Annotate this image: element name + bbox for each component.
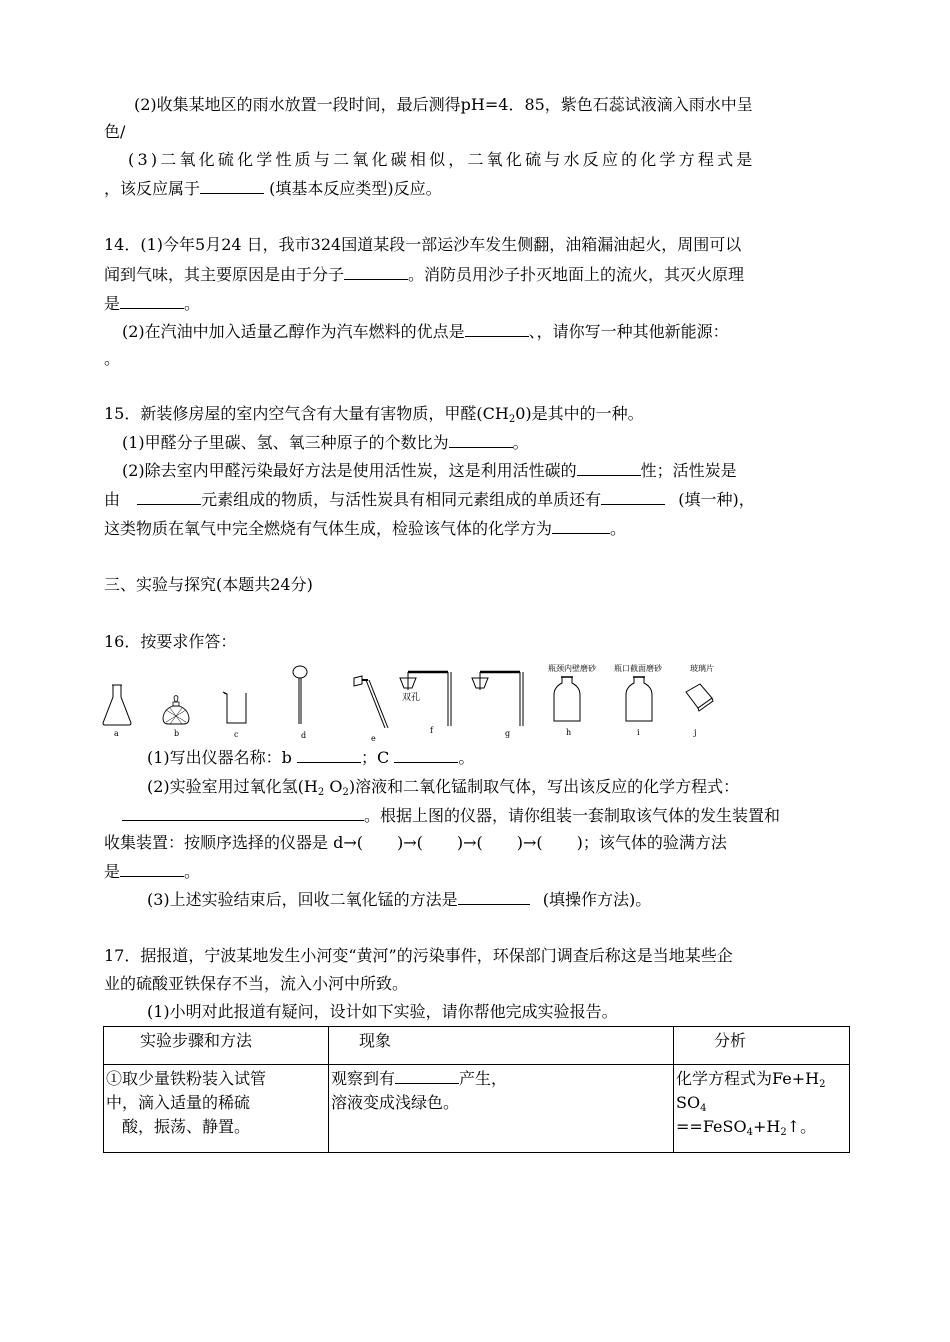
- subscript: 2: [780, 1127, 787, 1138]
- q15-line2: [122, 432, 529, 453]
- table-cell-step: [104, 1065, 329, 1153]
- subscript: 2: [317, 787, 325, 798]
- q14-text: (2)在汽油中加入适量乙醇作为汽车燃料的优点是: [122, 322, 465, 341]
- table-header-row: [104, 1027, 850, 1065]
- q14-text: 是: [104, 294, 121, 313]
- q16-text: 。根据上图的仪器，请你组装一套制取该气体的发生装置和: [364, 806, 781, 825]
- answer-blank[interactable]: [120, 861, 184, 877]
- q16-text: 。: [458, 748, 475, 767]
- q16-p3: [147, 889, 651, 910]
- q14-text: 、，请你写一种其他新能源：: [528, 322, 729, 341]
- q16-p2-line1: [147, 777, 739, 797]
- long-neck-funnel-icon: [290, 664, 310, 728]
- gas-bottle-icon: [624, 675, 654, 723]
- answer-blank[interactable]: [297, 747, 361, 763]
- q15-text: 0)是其中的一种。: [515, 404, 644, 423]
- q14-text: 闻到气味，其主要原因是由于分子: [104, 265, 345, 284]
- stopper-tube-icon: [350, 672, 390, 734]
- subscript: 4: [700, 1103, 707, 1114]
- cell-text: 化学方程式为Fe+H: [676, 1069, 820, 1088]
- apparatus-note-f: 双孔: [402, 693, 421, 703]
- answer-blank[interactable]: [465, 321, 529, 337]
- q15-text: 。: [610, 519, 627, 538]
- table-cell-phenomenon: [329, 1065, 674, 1153]
- q15-text: (1)甲醛分子里碳、氢、氧三种原子的个数比为: [122, 433, 449, 452]
- q16-text: 是: [104, 862, 121, 881]
- apparatus-label-g: g: [505, 729, 511, 738]
- q14-line5: 。: [104, 349, 121, 368]
- q17-line2: 业的硫酸亚铁保存不当，流入小河中所致。: [104, 974, 409, 993]
- section-heading: 三、实验与探究(本题共24分): [104, 575, 313, 594]
- cell-text: +H: [752, 1117, 781, 1136]
- cell-line: [676, 1067, 847, 1115]
- q15-line5: [104, 518, 626, 539]
- apparatus-label-f: f: [430, 726, 433, 735]
- apparatus-label-c: c: [234, 730, 239, 739]
- cell-line: ①取少量铁粉装入试管: [106, 1069, 267, 1088]
- subscript: 2: [819, 1079, 826, 1090]
- cell-line: [676, 1115, 847, 1139]
- glass-plate-icon: [682, 680, 716, 714]
- q16-text: O: [324, 777, 343, 796]
- q16-text: )→(: [516, 833, 543, 852]
- beaker-icon: [222, 690, 250, 726]
- stopper-bent-tube-icon: [470, 668, 530, 732]
- q16-text: (2)实验室用过氧化氢(H: [147, 777, 318, 796]
- q15-text: 由: [104, 490, 121, 509]
- q16-text: 。: [184, 862, 201, 881]
- q16-text: )→(: [396, 833, 423, 852]
- cell-text: 观察到有: [331, 1069, 396, 1088]
- cell-line: [331, 1067, 671, 1091]
- q15-text: 元素组成的物质，与活性炭具有相同元素组成的单质还有: [201, 490, 602, 509]
- table-row: [104, 1065, 850, 1153]
- q14-line3: [104, 293, 200, 314]
- answer-blank[interactable]: [552, 518, 610, 534]
- q16-text: (3)上述实验结束后，回收二氧化锰的方法是: [147, 890, 458, 909]
- q16-p2-line3: [104, 833, 727, 853]
- cell-text: ==FeSO: [676, 1117, 747, 1136]
- table-cell-analysis: [674, 1065, 850, 1153]
- answer-blank[interactable]: [200, 178, 264, 194]
- q16-text: (填操作方法)。: [542, 890, 652, 909]
- q13-p3-text-b: (填基本反应类型)反应。: [269, 179, 442, 198]
- q13-p3-line1: (3)二氧化硫化学性质与二氧化碳相似，二氧化硫与水反应的化学方程式是: [128, 150, 756, 169]
- q13-p2-line2: 色/: [104, 122, 126, 141]
- q13-p2-line1: (2)收集某地区的雨水放置一段时间，最后测得pH=4．85，紫色石蕊试液滴入雨水中呈: [134, 95, 753, 114]
- answer-blank[interactable]: [449, 432, 513, 448]
- q14-text: 。消防员用沙子扑灭地面上的流火，其灭火原理: [408, 265, 745, 284]
- apparatus-label-i: i: [637, 728, 640, 737]
- q15-text: 这类物质在氧气中完全燃烧有气体生成，检验该气体的化学方为: [104, 519, 553, 538]
- q16-p1: [147, 747, 474, 768]
- q14-line2: [104, 264, 744, 285]
- apparatus-note-h: 瓶颈内壁磨砂: [548, 664, 596, 673]
- q15-text: 。: [512, 433, 529, 452]
- alcohol-lamp-icon: [160, 694, 192, 728]
- q16-text: )；该气体的验满方法: [576, 833, 727, 852]
- cell-text: SO: [676, 1093, 701, 1112]
- subscript: 2: [342, 787, 349, 798]
- q17-line1: 17．据报道，宁波某地发生小河变“黄河”的污染事件，环保部门调查后称这是当地某些企: [104, 946, 733, 965]
- answer-blank[interactable]: [344, 264, 408, 280]
- q16-text: )溶液和二氧化锰制取气体，写出该反应的化学方程式：: [348, 777, 740, 796]
- conical-flask-icon: [100, 683, 134, 727]
- answer-blank[interactable]: [394, 747, 458, 763]
- answer-blank[interactable]: [601, 489, 665, 505]
- cell-line: 中，滴入适量的稀硫: [106, 1093, 251, 1112]
- q13-p3-text-a: ，该反应属于: [104, 179, 201, 198]
- q16-title: 16．按要求作答：: [104, 632, 237, 651]
- gas-bottle-icon: [552, 675, 582, 723]
- cell-text: 产生，: [459, 1069, 508, 1088]
- q15-line3: [122, 460, 737, 481]
- q15-text: 15．新装修房屋的室内空气含有大量有害物质，甲醛(CH: [104, 404, 509, 423]
- table-header-cell: 分析: [674, 1027, 850, 1065]
- q16-text: ；C: [361, 748, 390, 767]
- answer-blank[interactable]: [120, 293, 184, 309]
- cell-line: 酸，振荡、静置。: [122, 1117, 251, 1136]
- q15-line1: [104, 404, 644, 424]
- q15-text: (2)除去室内甲醛污染最好方法是使用活性炭，这是利用活性碳的: [122, 461, 577, 480]
- experiment-report-table: [103, 1026, 850, 1153]
- q17-line3: (1)小明对此报道有疑问，设计如下实验，请你帮他完成实验报告。: [147, 1002, 618, 1021]
- table-header-cell: 实验步骤和方法: [104, 1027, 329, 1065]
- q16-p2-line4: [104, 861, 200, 882]
- apparatus-label-j: j: [694, 728, 697, 737]
- apparatus-label-a: a: [114, 729, 119, 738]
- q15-text: (填一种)，: [678, 490, 755, 509]
- q14-line1: 14．(1)今年5月24 日，我市324国道某段一部运沙车发生侧翻，油箱漏油起火，周围可以: [104, 235, 742, 254]
- q14-text: 。: [184, 294, 201, 313]
- answer-blank[interactable]: [122, 805, 364, 821]
- q16-text: 收集装置：按顺序选择的仪器是 d→(: [104, 833, 363, 852]
- apparatus-note-j: 玻璃片: [690, 664, 714, 673]
- apparatus-label-d: d: [301, 731, 307, 740]
- table-header-cell: 现象: [329, 1027, 674, 1065]
- cell-text: ↑。: [786, 1117, 817, 1136]
- answer-blank[interactable]: [395, 1068, 459, 1084]
- apparatus-label-e: e: [371, 734, 376, 743]
- q16-text: (1)写出仪器名称：b: [147, 748, 292, 767]
- cell-line: 溶液变成浅绿色。: [331, 1093, 460, 1112]
- subscript: 2: [508, 414, 516, 425]
- answer-blank[interactable]: [137, 489, 201, 505]
- q16-text: )→(: [456, 833, 483, 852]
- answer-blank[interactable]: [577, 460, 641, 476]
- q15-line4: [104, 489, 755, 510]
- answer-blank[interactable]: [458, 889, 530, 905]
- apparatus-note-i: 瓶口截面磨砂: [614, 664, 662, 673]
- q16-p2-line2: [122, 805, 780, 826]
- q15-text: 性；活性炭是: [640, 461, 737, 480]
- q14-line4: [122, 321, 729, 342]
- subscript: 4: [746, 1127, 753, 1138]
- apparatus-label-b: b: [174, 729, 180, 738]
- apparatus-label-h: h: [566, 728, 572, 737]
- q13-p3-line2: [104, 178, 442, 199]
